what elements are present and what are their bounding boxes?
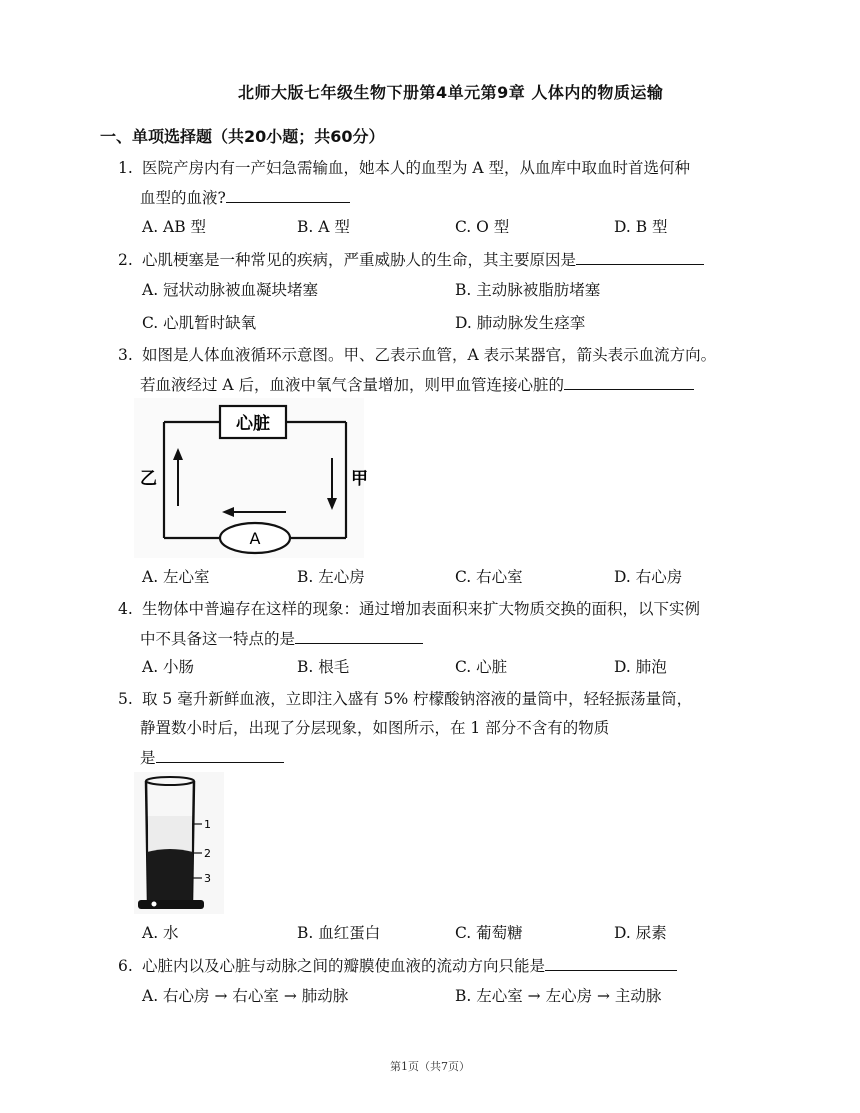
section-heading: 一、单项选择题（共20小题；共60分） (100, 127, 385, 146)
graduated-cylinder-figure (134, 772, 224, 914)
option-a[interactable]: A. 冠状动脉被血凝块堵塞 (142, 281, 319, 299)
question-number: 6. (118, 957, 133, 975)
vessel-jia-label: 甲 (351, 469, 368, 489)
page-footer: 第1页（共7页） (390, 1060, 470, 1073)
question-2 (118, 248, 704, 271)
question-text: 静置数小时后，出现了分层现象，如图所示，在 1 部分不含有的物质 (140, 719, 610, 737)
question-text: 心脏内以及心脏与动脉之间的瓣膜使血液的流动方向只能是 (142, 957, 546, 975)
option-a[interactable]: A. AB 型 (142, 218, 207, 236)
question-5-line-2 (140, 717, 609, 739)
question-text: 医院产房内有一产妇急需输血，她本人的血型为 A 型，从血库中取血时首选何种 (142, 159, 691, 177)
question-1-line-2 (140, 186, 350, 209)
option-b[interactable]: B. 左心房 (297, 568, 365, 586)
option-d[interactable]: D. 肺泡 (614, 658, 667, 676)
question-number: 1. (118, 159, 133, 177)
question-4-line-2 (140, 627, 423, 650)
option-c[interactable]: C. 葡萄糖 (455, 924, 523, 942)
question-text: 中不具备这一特点的是 (140, 630, 296, 648)
cylinder-base (138, 900, 204, 909)
option-b[interactable]: B. A 型 (297, 218, 350, 236)
option-c[interactable]: C. 心脏 (455, 658, 508, 676)
question-number: 5. (118, 690, 133, 708)
question-text: 心肌梗塞是一种常见的疾病，严重威胁人的生命，其主要原因是 (142, 251, 577, 269)
option-c[interactable]: C. O 型 (455, 218, 510, 236)
answer-blank[interactable] (564, 373, 694, 390)
question-4 (118, 598, 700, 620)
answer-blank[interactable] (545, 954, 677, 971)
option-a[interactable]: A. 右心房 → 右心室 → 肺动脉 (142, 987, 349, 1005)
question-text: 是 (140, 749, 156, 767)
option-b[interactable]: B. 根毛 (297, 658, 350, 676)
question-3-line-2 (140, 373, 694, 396)
question-5-line-3 (140, 746, 284, 769)
blood-circulation-diagram (134, 398, 368, 558)
question-1 (118, 157, 690, 179)
question-text: 如图是人体血液循环示意图。甲、乙表示血管，A 表示某器官，箭头表示血流方向。 (142, 346, 717, 364)
page-title: 北师大版七年级生物下册第4单元第9章 人体内的物质运输 (238, 83, 664, 102)
option-b[interactable]: B. 血红蛋白 (297, 924, 381, 942)
layer-1-label: 1 (204, 818, 211, 831)
organ-a-label: A (249, 529, 261, 548)
question-number: 4. (118, 600, 133, 618)
option-c[interactable]: C. 心肌暂时缺氧 (142, 314, 257, 332)
question-5 (118, 688, 692, 710)
blood-cell-layer (147, 849, 193, 900)
question-3 (118, 344, 716, 366)
answer-blank[interactable] (576, 248, 704, 265)
question-text: 若血液经过 A 后，血液中氧气含量增加，则甲血管连接心脏的 (140, 376, 565, 394)
question-6 (118, 954, 677, 977)
answer-blank[interactable] (295, 627, 423, 644)
question-text: 生物体中普遍存在这样的现象：通过增加表面积来扩大物质交换的面积，以下实例 (142, 600, 701, 618)
answer-blank[interactable] (226, 186, 350, 203)
question-text: 血型的血液? (140, 189, 226, 207)
heart-label: 心脏 (236, 414, 270, 434)
option-d[interactable]: D. 尿素 (614, 924, 667, 942)
answer-blank[interactable] (156, 746, 284, 763)
option-b[interactable]: B. 主动脉被脂肪堵塞 (455, 281, 601, 299)
layer-2-label: 2 (204, 847, 211, 860)
option-a[interactable]: A. 水 (142, 924, 179, 942)
vessel-yi-label: 乙 (140, 469, 157, 489)
option-d[interactable]: D. 右心房 (614, 568, 683, 586)
option-d[interactable]: D. B 型 (614, 218, 668, 236)
question-number: 2. (118, 251, 133, 269)
question-number: 3. (118, 346, 133, 364)
layer-3-label: 3 (204, 872, 211, 885)
question-text: 取 5 毫升新鲜血液，立即注入盛有 5% 柠檬酸钠溶液的量筒中，轻轻振荡量筒， (142, 690, 693, 708)
option-a[interactable]: A. 小肠 (142, 658, 195, 676)
option-c[interactable]: C. 右心室 (455, 568, 523, 586)
option-a[interactable]: A. 左心室 (142, 568, 210, 586)
option-b[interactable]: B. 左心室 → 左心房 → 主动脉 (455, 987, 662, 1005)
option-d[interactable]: D. 肺动脉发生痉挛 (455, 314, 586, 332)
